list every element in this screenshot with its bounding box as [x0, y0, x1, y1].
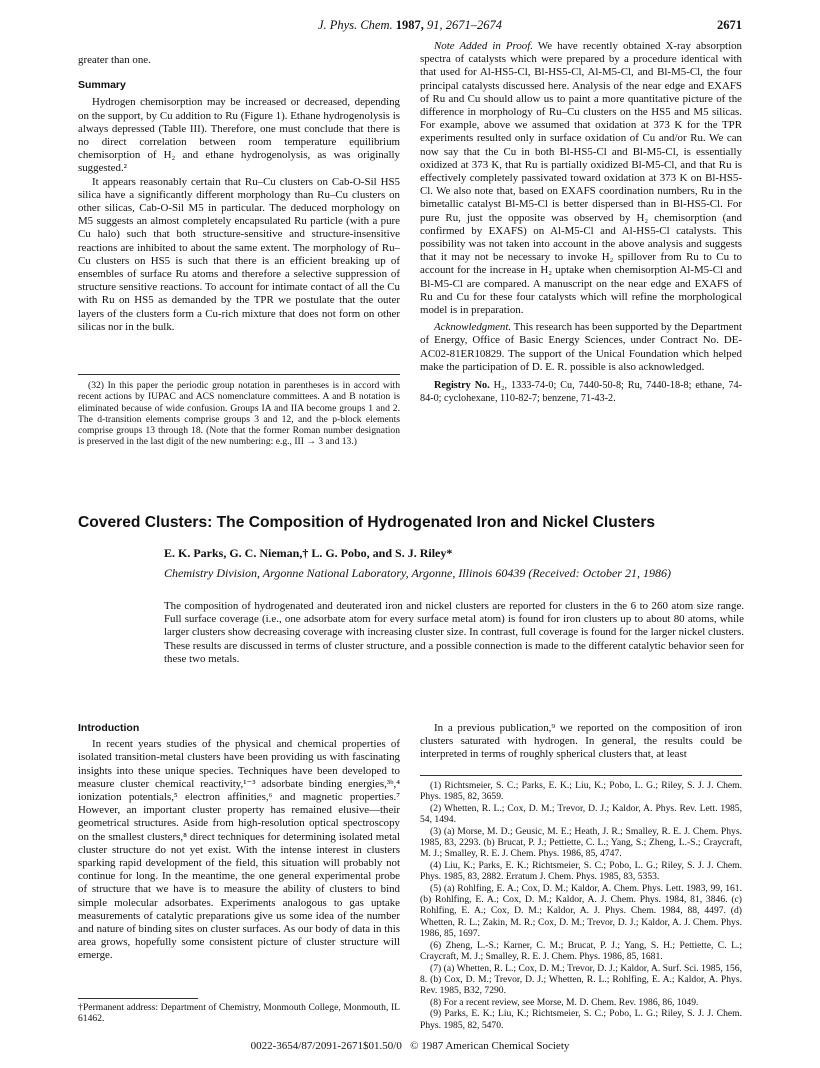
references-rule	[420, 775, 742, 776]
reference-item: (3) (a) Morse, M. D.; Geusic, M. E.; Heath, J. R.; Smalley, R. E. J. Chem. Phys. 1985, 83, 2293. (b) Brucat, P. J.; Pettiette, C. L.; Yang, S.; Zheng, L.-S.; Craycraft, M. J.; Smalley, R. E. J. Chem. Phys. 1986, 85, 4747.	[420, 825, 742, 860]
summary-heading: Summary	[78, 79, 126, 92]
carryover-text: greater than one.	[78, 54, 151, 66]
author-footnote-block	[78, 1002, 400, 1025]
registry-text: H₂, 1333-74-0; Cu, 7440-50-8; Ru, 7440-18-8; ethane, 74-84-0; cyclohexane, 110-82-7; benzene, 71-43-2.	[420, 380, 742, 405]
introduction-heading: Introduction	[78, 722, 140, 734]
ack-lead: Acknowledgment.	[434, 321, 512, 334]
introduction-paragraph-2: In a previous publication,⁹ we reported on the composition of iron clusters saturated with hydrogen. In general, the results could be interpreted in terms of roughly spherical clusters that, at least	[420, 722, 742, 761]
acknowledgment	[420, 321, 742, 374]
left-top-column	[78, 54, 400, 334]
copyright: © 1987 American Chemical Society	[410, 1040, 570, 1052]
journal-pages: 2671–2674	[445, 18, 502, 32]
note-added-in-proof	[420, 40, 742, 317]
reference-item: (9) Parks, E. K.; Liu, K.; Richtsmeier, S. C.; Pobo, L. G.; Riley, S. J. J. Chem. Phys. 1985, 82, 5470.	[420, 1008, 742, 1031]
introduction-paragraph-1: In recent years studies of the physical and chemical properties of isolated transition-metal clusters have been providing us with fascinating insights into these unique species. Techniques have been developed to measure cluster chemical reactivity,¹⁻³ adsorbate binding energies,³ᵇ,⁴ ionization potentials,⁵ electron affinities,⁶ and magnetic properties.⁷ However, an important cluster property has remained elusive—their geometrical structures. Aside from high-resolution optical spectroscopy on the smallest clusters,⁸ direct techniques for determining isolated metal cluster structure do not yet exist. With the intense interest in clusters sparking rapid development of the field, this situation will probably not continue for long. In the meantime, the one general experimental probe of structure that we have is to measure the ability of clusters to bind simple molecular adsorbates. Experiments analogous to gas uptake measurements of catalytic preparations give us some idea of the number and nature of binding sites on cluster surfaces. As our body of data in this area grows, hopefully some consistent picture of cluster structure will emerge.	[78, 738, 400, 962]
registry-numbers	[420, 379, 742, 405]
article-abstract: The composition of hydrogenated and deuterated iron and nickel clusters are reported for clusters in the 6 to 260 atom size range. Full surface coverage (i.e., one adsorbate atom for every surface metal atom) is found for iron clusters up to about 80 atoms, while larger clusters show decreasing coverage with increasing cluster size. In contrast, full coverage is found for the larger nickel clusters. These results are discussed in terms of cluster structure, and a possible connection is made to the different catalytic behavior seen for these two metals.	[164, 600, 744, 665]
ack-text: This research has been supported by the Department of Energy, Office of Basic Energy Sciences, under Contract No. DE-AC02-81ER10829. The support of the Unical Foundation which helped make the participation of D. E. R. possible is also acknowledged.	[420, 321, 742, 373]
summary-paragraph-1: Hydrogen chemisorption may be increased or decreased, depending on the support, by Cu addition to Ru (Figure 1). Ethane hydrogenolysis is always depressed (Table III). Therefore, one must conclude that there is no direct correlation between room temperature equilibrium chemisorption of H₂ and ethane hydrogenolysis, as was originally suggested.²	[78, 96, 400, 175]
references-list	[420, 780, 742, 1031]
article-title: Covered Clusters: The Composition of Hydrogenated Iron and Nickel Clusters	[78, 514, 656, 531]
footnote-rule	[78, 374, 400, 375]
page-number: 2671	[717, 18, 742, 32]
reference-item: (1) Richtsmeier, S. C.; Parks, E. K.; Liu, K.; Pobo, L. G.; Riley, S. J. J. Chem. Phys. 1985, 82, 3659.	[420, 780, 742, 803]
registry-lead: Registry No.	[434, 380, 490, 392]
note-text: We have recently obtained X-ray absorption spectra of catalysts which were prepared by a procedure identical with that used for Al-HS5-Cl, Bl-HS5-Cl, Al-M5-Cl, and Bl-M5-Cl, the four principal catalysts discussed here. Analysis of the near edge and EXAFS of Ru and Cu should allow us to paint a more quantitative picture of the difference in morphology of Ru–Cu clusters on the HS5 and M5 silicas. For example, above we assumed that oxidation at 373 K for the TPR experiments resulted only in surface oxidation of Cu and/or Ru. We can now say that the Cu in both Bl-HS5-Cl and Bl-M5-Cl, is essentially oxidized at 373 K, that Ru is partially oxidized Bl-M5-Cl, and that Ru is effectively completely passivated toward oxidation at 373 K on Bl-HS5-Cl. We also note that, based on EXAFS coordination numbers, Ru in the bimetallic catalyst Bl-M5-Cl is better dispersed than in Bl-HS5-Cl. For pure Ru, just the opposite was observed by H₂ chemisorption (and confirmed by EXAFS) on Al-M5-Cl and Al-HS5-Cl catalysts. This possibility was not taken into account in the above analysis and suggests that it may not be necessary to invoke H₂ spillover from Ru to Cu to account for the increase in H₂ uptake when chemisorption Al-M5-Cl and Bl-M5-Cl are compared. A manuscript on the near edge and EXAFS of Ru and Cu for these four catalysts which will refine the morphological model is in preparation.	[420, 40, 742, 317]
reference-item: (4) Liu, K.; Parks, E. K.; Richtsmeier, S. C.; Pobo, L. G.; Riley, S. J. J. Chem. Phys. 1985, 83, 2882. Erratum J. Chem. Phys. 1985, 83, 5353.	[420, 859, 742, 883]
author-footnote: †Permanent address: Department of Chemistry, Monmouth College, Monmouth, IL 61462.	[78, 1002, 400, 1025]
journal-citation	[78, 18, 742, 33]
right-top-column	[420, 40, 742, 405]
author-footnote-rule	[78, 998, 198, 999]
right-bottom-column	[420, 722, 742, 762]
article-authors: E. K. Parks, G. C. Nieman,† L. G. Pobo, and S. J. Riley*	[164, 546, 453, 560]
reference-item: (6) Zheng, L.-S.; Karner, C. M.; Brucat, P. J.; Yang, S. H.; Pettiette, C. L.; Craycraft, M. J.; Smalley, R. E. J. Chem. Phys. 1986, 85, 1681.	[420, 939, 742, 963]
reference-item: (7) (a) Whetten, R. L.; Cox, D. M.; Trevor, D. J.; Kaldor, A. Surf. Sci. 1985, 156, 8. (b) Cox, D. M.; Trevor, D. J.; Whetten, R. L.; Rohlfing, E. A.; Kaldor, A. Phys. Rev. 1985, B32, 7290.	[420, 962, 742, 997]
journal-year: 1987,	[395, 18, 424, 32]
journal-volume: 91,	[427, 18, 443, 32]
footnote-block	[78, 380, 400, 448]
journal-code: 0022-3654/87/2091-2671$01.50/0	[250, 1040, 402, 1052]
reference-item: (2) Whetten, R. L.; Cox, D. M.; Trevor, D. J.; Kaldor, A. Phys. Rev. Lett. 1985, 54, 1494.	[420, 802, 742, 826]
summary-paragraph-2: It appears reasonably certain that Ru–Cu clusters on Cab-O-Sil HS5 silica have a significantly different morphology than Ru–Cu clusters on other silicas, Cab-O-Sil M5 in particular. The deduced morphology on M5 suggests an almost completely encapsulated Ru particle (with a pure Cu halo) such that both structure-sensitive and structure-insensitive reactions are inhibited to about the same extent. The morphology of Ru–Cu clusters on HS5 is such that there is an efficient breaking up of ensembles of surface Ru atoms and therefore a selective suppression of structure sensitive reactions. To account for intimate contact of all the Cu with Ru on HS5 as demanded by the TPR we postulate that the outer layers of the clusters form a Cu-rich mixture that does not form on other silicas nor in the bulk.	[78, 175, 400, 333]
running-header	[78, 18, 742, 34]
journal-name: J. Phys. Chem.	[317, 18, 393, 32]
reference-item: (5) (a) Rohlfing, E. A.; Cox, D. M.; Kaldor, A. Chem. Phys. Lett. 1983, 99, 161. (b) Rohlfing, E. A.; Cox, D. M.; Kaldor, A. J. Chem. Phys. 1984, 81, 3846. (c) Rohlfing, E. A.; Cox, D. M.; Kaldor, A. J. Phys. Chem. 1984, 88, 4497. (d) Whetten, R. L.; Zakin, M. R.; Cox, D. M.; Trevor, D. J.; Kaldor, A. J. Chem. Phys. 1986, 85, 1697.	[420, 882, 742, 940]
left-bottom-column	[78, 722, 400, 963]
page-footer	[78, 1040, 742, 1052]
reference-item: (8) For a recent review, see Morse, M. D. Chem. Rev. 1986, 86, 1049.	[430, 996, 699, 1008]
note-lead: Note Added in Proof.	[434, 40, 534, 52]
article-affiliation: Chemistry Division, Argonne National Laboratory, Argonne, Illinois 60439 (Received: October 21, 1986)	[164, 566, 671, 580]
footnote-32: (32) In this paper the periodic group notation in parentheses is in accord with recent actions by IUPAC and ACS nomenclature committees. A and B notation is eliminated because of wide confusion. Groups IA and IIA become groups 1 and 2. The d-transition elements comprise groups 3 and 12, and the p-block elements comprise groups 13 through 18. (Note that the former Roman number designation is preserved in the last digit of the new numbering: e.g., III → 3 and 13.)	[78, 380, 400, 448]
